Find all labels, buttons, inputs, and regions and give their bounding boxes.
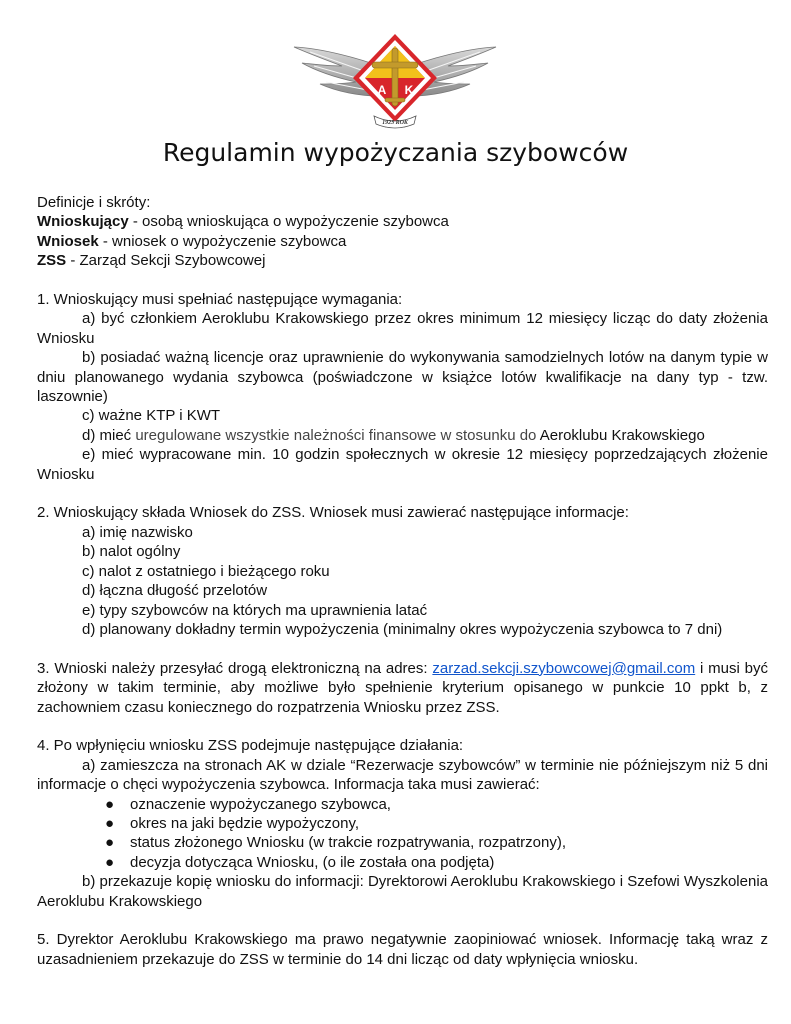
section1-item-d-mid: uregulowane wszystkie należności finansowe w stosunku do xyxy=(135,426,537,444)
section3-text-before: 3. Wnioski należy przesyłać drogą elektroniczną na adres: xyxy=(37,659,433,677)
definition-item xyxy=(37,212,768,231)
definition-desc: - osobą wnioskująca o wypożyczenie szybowca xyxy=(128,213,449,231)
bullet-icon: ● xyxy=(105,834,115,852)
section2-heading: 2. Wnioskujący składa Wniosek do ZSS. Wniosek musi zawierać następujące informacje: xyxy=(37,504,629,522)
list-item xyxy=(37,833,768,852)
list-item xyxy=(37,853,768,872)
section1-heading: 1. Wnioskujący musi spełniać następujące wymagania: xyxy=(37,291,403,309)
bullet-icon: ● xyxy=(105,853,115,871)
section1-item-e: e) mieć wypracowane min. 10 godzin społecznych w okresie 12 miesięcy poprzedzających złożenie Wniosku xyxy=(37,446,768,483)
definition-term: ZSS xyxy=(37,252,67,270)
section5-paragraph: 5. Dyrektor Aeroklubu Krakowskiego ma prawo negatywnie zaopiniować wniosek. Informację taką wraz z uzasadnieniem przekazuje do ZSS w terminie do 14 dni licząc od daty wpłynięcia wniosku. xyxy=(37,931,768,968)
section2-item: c) nalot z ostatniego i bieżącego roku xyxy=(82,562,330,580)
definition-desc: - wniosek o wypożyczenie szybowca xyxy=(98,232,347,250)
year-text: 1923 ROK xyxy=(382,120,408,126)
list-item-text: status złożonego Wniosku (w trakcie rozpatrywania, rozpatrzony), xyxy=(130,834,567,852)
definition-desc: - Zarząd Sekcji Szybowcowej xyxy=(66,252,266,270)
section2-item: d) planowany dokładny termin wypożyczenia (minimalny okres wypożyczenia szybowca to 7 dni) xyxy=(82,620,723,638)
section1-item-c: c) ważne KTP i KWT xyxy=(82,407,221,425)
document-body xyxy=(37,193,768,969)
section1-item-d xyxy=(37,426,768,445)
list-item-text: decyzja dotycząca Wniosku, (o ile została ona podjęta) xyxy=(130,853,495,871)
definition-item xyxy=(37,232,768,251)
section4-item-a: a) zamieszcza na stronach AK w dziale “Rezerwacje szybowców” w terminie nie późniejszym niż 5 dni informacje o chęci wypożyczenia szybowca. Informacja taka musi zawierać: xyxy=(37,756,768,794)
emblem-letter-a: A xyxy=(377,83,387,97)
emblem-letter-k: K xyxy=(404,83,414,97)
section2-item: a) imię nazwisko xyxy=(82,523,193,541)
definition-term: Wnioskujący xyxy=(37,213,129,231)
section1-item-d-start: d) mieć xyxy=(82,426,136,444)
definition-term: Wniosek xyxy=(37,232,99,250)
list-item-text: okres na jaki będzie wypożyczony, xyxy=(130,814,359,832)
section1-item-b: b) posiadać ważną licencje oraz uprawnienie do wykonywania samodzielnych lotów na danym typie w dniu planowanego wydania szybowca (poświadczone w książce lotów kwalifikacje na dany typ - tzw. laszownie) xyxy=(37,349,768,406)
bullet-icon: ● xyxy=(105,814,115,832)
section3-text-after: i musi być złożony w takim terminie, aby możliwe było spełnienie kryterium opisanego w punkcie 10 ppkt b, z zachowniem czasu koniecznego do rozpatrzenia Wniosku przez ZSS. xyxy=(37,659,768,716)
list-item xyxy=(37,814,768,833)
section2-item: b) nalot ogólny xyxy=(82,543,181,561)
definition-item xyxy=(37,251,768,270)
email-link[interactable]: zarzad.sekcji.szybowcowej@gmail.com xyxy=(432,659,696,677)
bullet-icon: ● xyxy=(105,795,115,813)
list-item-text: oznaczenie wypożyczanego szybowca, xyxy=(130,795,391,813)
section2-item: d) łączna długość przelotów xyxy=(82,582,268,600)
page-title: Regulamin wypożyczania szybowców xyxy=(162,138,629,167)
list-item xyxy=(37,795,768,814)
section1-item-a: a) być członkiem Aeroklubu Krakowskiego przez okres minimum 12 miesięcy licząc do daty złożenia Wniosku xyxy=(37,310,768,347)
section4-item-b: b) przekazuje kopię wniosku do informacji: Dyrektorowi Aeroklubu Krakowskiego i Szefowi Wyszkolenia Aeroklubu Krakowskiego xyxy=(37,873,768,910)
section2-item: e) typy szybowców na których ma uprawnienia latać xyxy=(82,601,428,619)
section3-paragraph xyxy=(37,659,768,717)
definitions-heading: Definicje i skróty: xyxy=(37,194,151,211)
aeroklub-logo xyxy=(290,30,500,130)
section4-heading: 4. Po wpłynięciu wniosku ZSS podejmuje następujące działania: xyxy=(37,737,464,755)
section1-item-d-end: Aeroklubu Krakowskiego xyxy=(536,426,705,444)
